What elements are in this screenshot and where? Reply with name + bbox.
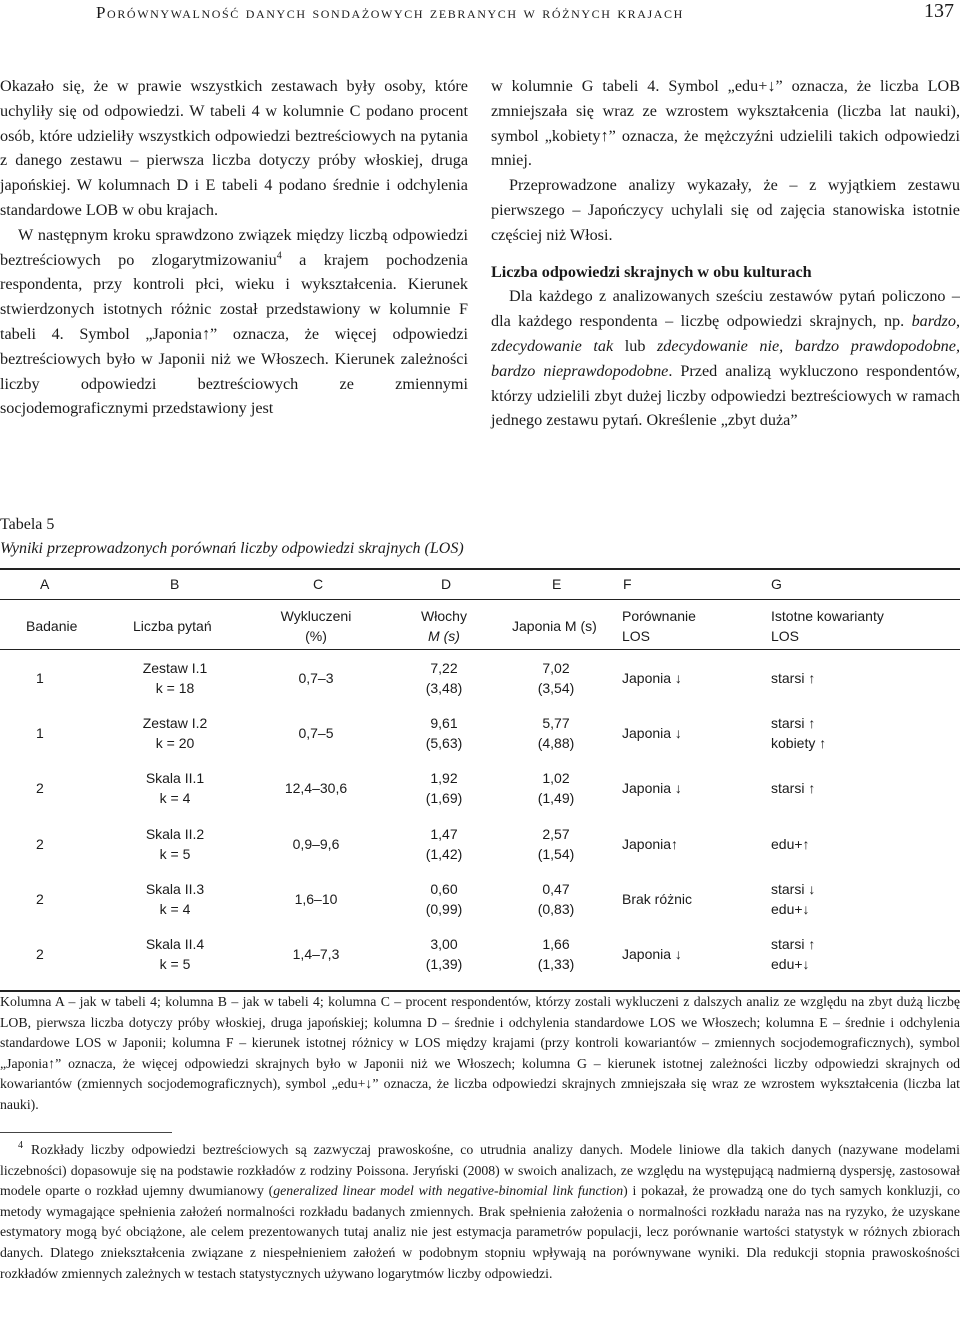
page-header [0,0,960,28]
cell-porownanie: Japonia ↓ [622,780,682,796]
header-japonia: Japonia M (s) [512,618,597,634]
footnote-rule [0,1132,172,1133]
cell-kowarianty: starsi ↑ [771,780,816,796]
cell-wykluczeni: 0,9–9,6 [292,836,340,852]
cell-liczba-pytan-k: k = 5 [159,846,191,862]
cell-wykluczeni: 0,7–3 [298,670,334,686]
cell-porownanie: Japonia ↓ [622,670,682,686]
table-top-rule [0,568,960,570]
cell-wlochy-s: (1,42) [425,846,463,862]
cell-japonia-m: 1,66 [542,936,570,952]
column-letter: A [40,576,50,592]
header-kowarianty: Istotne kowarianty LOS [771,608,884,644]
paragraph: W następnym kroku sprawdzono związek między liczbą odpowiedzi beztreściowych po zlogarytmizowaniu$^4$ a krajem pochodzenia respondenta, przy kontroli płci, wieku i wykształcenia. Kierunek stwierdzonych istotnych różnic został przedstawiony w kolumnie F tabeli 4. Symbol „Japonia↑” oznacza, że więcej odpowiedzi beztreściowych było w Japonii niż we Włoszech. Kierunek zależności liczby odpowiedzi beztreściowych ze zmiennymi socjodemograficznymi przedstawiony jest [0,225,468,418]
cell-badanie: 1 [36,725,44,741]
cell-japonia-m: 2,57 [542,826,570,842]
cell-kowarianty: starsi ↑ [771,715,816,731]
column-letter: C [313,576,324,592]
cell-porownanie: Japonia ↓ [622,946,682,962]
cell-kowarianty: starsi ↓ [771,881,816,897]
cell-japonia-s: (1,54) [537,846,575,862]
cell-japonia-m: 5,77 [542,715,570,731]
paragraph: w kolumnie G tabeli 4. Symbol „edu+↓” oznacza, że liczba LOB zmniejszała się wraz ze wzrostem wykształcenia (liczba lat nauki), symbol „kobiety↑” oznacza, że mężczyźni udzielili takich odpowiedzi mniej. [491,77,960,170]
cell-japonia-s: (1,49) [537,790,575,806]
table-note: Kolumna A – jak w tabeli 4; kolumna B – jak w tabeli 4; kolumna C – procent respondentów, którzy zostali wykluczeni z dalszych analiz ze względu na zbyt dużą liczbę LOB, pierwsza liczba dotyczy próby włoskiej, druga japońskiej; kolumna D – średnie i odchylenia standardowe LOS we Włoszech; kolumna E – średnie i odchylenia standardowe LOS w Japonii; kolumna F – kierunek istotnej różnicy w LOS między krajami (przy kontroli kowariantów – zmiennych socjodemograficznych), symbol „Japonia↑” oznacza, że więcej odpowiedzi skrajnych było w Japonii niż we Włoszech; kolumna G – kierunek istotnej zależności liczby odpowiedzi skrajnych od kowariantów (zmiennych socjodemograficznych), symbol „edu+↓” oznacza, że liczba odpowiedzi skrajnych zmniejszała się wraz ze wzrostem wykształcenia (liczba lat nauki). [0,994,960,1112]
cell-liczba-pytan: Skala II.4 [145,936,205,952]
header-wykluczeni: Wykluczeni (%) [280,608,352,644]
cell-kowarianty: edu+↑ [771,836,810,852]
cell-wlochy-m: 7,22 [430,660,458,676]
cell-wlochy-m: 0,60 [430,881,458,897]
cell-liczba-pytan: Skala II.3 [145,881,205,897]
cell-japonia-m: 0,47 [542,881,570,897]
cell-liczba-pytan-k: k = 4 [159,790,191,806]
cell-badanie: 2 [36,836,44,852]
column-letter: E [552,576,562,592]
paragraph: Okazało się, że w prawie wszystkich zestawach były osoby, które uchyliły się od odpowiedzi. W tabeli 4 w kolumnie C podano procent osób, które udzieliły wszystkich odpowiedzi beztreściowych na pytania z danego zestawu – pierwsza liczba dotyczy próby włoskiej, druga japońskiej. W kolumnach D i E tabeli 4 podano średnie i odchylenia standardowe LOB w obu krajach. [0,77,468,219]
header-porownanie: Porównanie LOS [622,608,696,644]
header-liczba-pytan: Liczba pytań [133,618,212,634]
table-rule [0,649,960,650]
cell-liczba-pytan-k: k = 18 [155,680,195,696]
cell-wykluczeni: 1,6–10 [294,891,338,907]
cell-porownanie: Brak różnic [622,891,693,907]
cell-kowarianty: starsi ↑ [771,936,816,952]
column-letter: D [441,576,452,592]
cell-wlochy-s: (0,99) [425,901,463,917]
cell-porownanie: Japonia↑ [622,836,679,852]
column-letter: F [623,576,632,592]
table-rule [0,599,960,600]
left-column [0,74,468,421]
cell-liczba-pytan: Zestaw I.2 [142,715,208,731]
cell-wlochy-s: (1,69) [425,790,463,806]
cell-wlochy-s: (1,39) [425,956,463,972]
cell-wykluczeni: 1,4–7,3 [292,946,340,962]
paragraph: Przeprowadzone analizy wykazały, że – z wyjątkiem zestawu pierwszego – Japończycy uchylali się od zajęcia stanowiska istotnie częściej niż Włosi. [491,176,960,244]
footnote-number: 4 [18,1140,23,1152]
footnote: $^4$ Rozkłady liczby odpowiedzi beztreściowych są zazwyczaj prawoskośne, co utrudnia analizy danych. Modele liniowe dla takich danych (nazywane modelami liczebności) dopasowuje się na podstawie rozkładów z rodziny Poissona. Jeryński (2008) w swoich analizach, ze względu na występującą nadmierną dyspersję, zastosował modele oparte o rozkład ujemny dwumianowy (generalized linear model with negative-binomial link function) i pokazał, że prowadzą one do tych samych konkluzji, co metody wymagające spełnienia założeń normalności rozkładu badanych zmiennych. Brak spełnienia założenia o normalności rozkładu naraża nas na ryzyko, że uzyskane estymatory mogą być obciążone, ale celem prezentowanych tutaj analiz nie jest estymacja parametrów populacji, lecz porównanie wartości statystyk w różnych zbiorach danych. Dlatego zniekształcenia związane z niespełnieniem założeń w podobnym stopniu wpływają na porównywane wyniki. Dla redukcji stopnia prawoskośności rozkładów zmiennych zależnych w testach statystycznych używano logarytmów liczby odpowiedzi. [0,1140,960,1281]
cell-kowarianty: starsi ↑ [771,670,816,686]
cell-wykluczeni: 0,7–5 [298,725,334,741]
cell-wlochy-s: (5,63) [425,735,463,751]
cell-liczba-pytan-k: k = 5 [159,956,191,972]
cell-wlochy-m: 1,47 [430,826,458,842]
cell-japonia-s: (0,83) [537,901,575,917]
cell-liczba-pytan: Skala II.2 [145,826,205,842]
cell-kowarianty: edu+↓ [771,901,810,917]
cell-kowarianty: edu+↓ [771,956,810,972]
cell-japonia-s: (3,54) [537,680,575,696]
column-letter: B [170,576,180,592]
cell-japonia-s: (4,88) [537,735,575,751]
cell-liczba-pytan: Zestaw I.1 [142,660,208,676]
cell-japonia-s: (1,33) [537,956,575,972]
section-heading: Liczba odpowiedzi skrajnych w obu kulturach [491,262,812,281]
cell-badanie: 2 [36,946,44,962]
cell-liczba-pytan: Skala II.1 [145,770,205,786]
table-caption: Wyniki przeprowadzonych porównań liczby odpowiedzi skrajnych (LOS) [0,540,464,557]
cell-wlochy-m: 1,92 [430,770,458,786]
cell-porownanie: Japonia ↓ [622,725,682,741]
running-title: Porównywalność danych sondażowych zebranych w różnych krajach [96,3,684,22]
cell-wlochy-m: 3,00 [430,936,458,952]
cell-badanie: 2 [36,891,44,907]
cell-wlochy-m: 9,61 [430,715,458,731]
right-column [491,74,960,433]
cell-kowarianty: kobiety ↑ [771,735,827,751]
page-number: 137 [924,0,954,22]
cell-wlochy-s: (3,48) [425,680,463,696]
header-wlochy: Włochy M (s) [421,608,467,644]
cell-liczba-pytan-k: k = 4 [159,901,191,917]
cell-wykluczeni: 12,4–30,6 [284,780,348,796]
column-letter: G [771,576,782,592]
cell-badanie: 1 [36,670,44,686]
footnote-ref[interactable]: 4 [276,250,282,262]
cell-japonia-m: 1,02 [542,770,570,786]
table-label: Tabela 5 [0,516,55,533]
paragraph: Dla każdego z analizowanych sześciu zestawów pytań policzono – dla każdego respondenta – liczbę odpowiedzi skrajnych, np. bardzo, zdecydowanie tak lub zdecydowanie nie, bardzo prawdopodobne, bardzo nieprawdopodobne. Przed analizą wykluczono respondentów, którzy udzielili zbyt dużej liczby odpowiedzi beztreściowych w ramach jednego zestawu pytań. Określenie „zbyt duża” [491,287,960,430]
header-badanie: Badanie [26,618,78,634]
cell-liczba-pytan-k: k = 20 [155,735,195,751]
cell-badanie: 2 [36,780,44,796]
cell-japonia-m: 7,02 [542,660,570,676]
